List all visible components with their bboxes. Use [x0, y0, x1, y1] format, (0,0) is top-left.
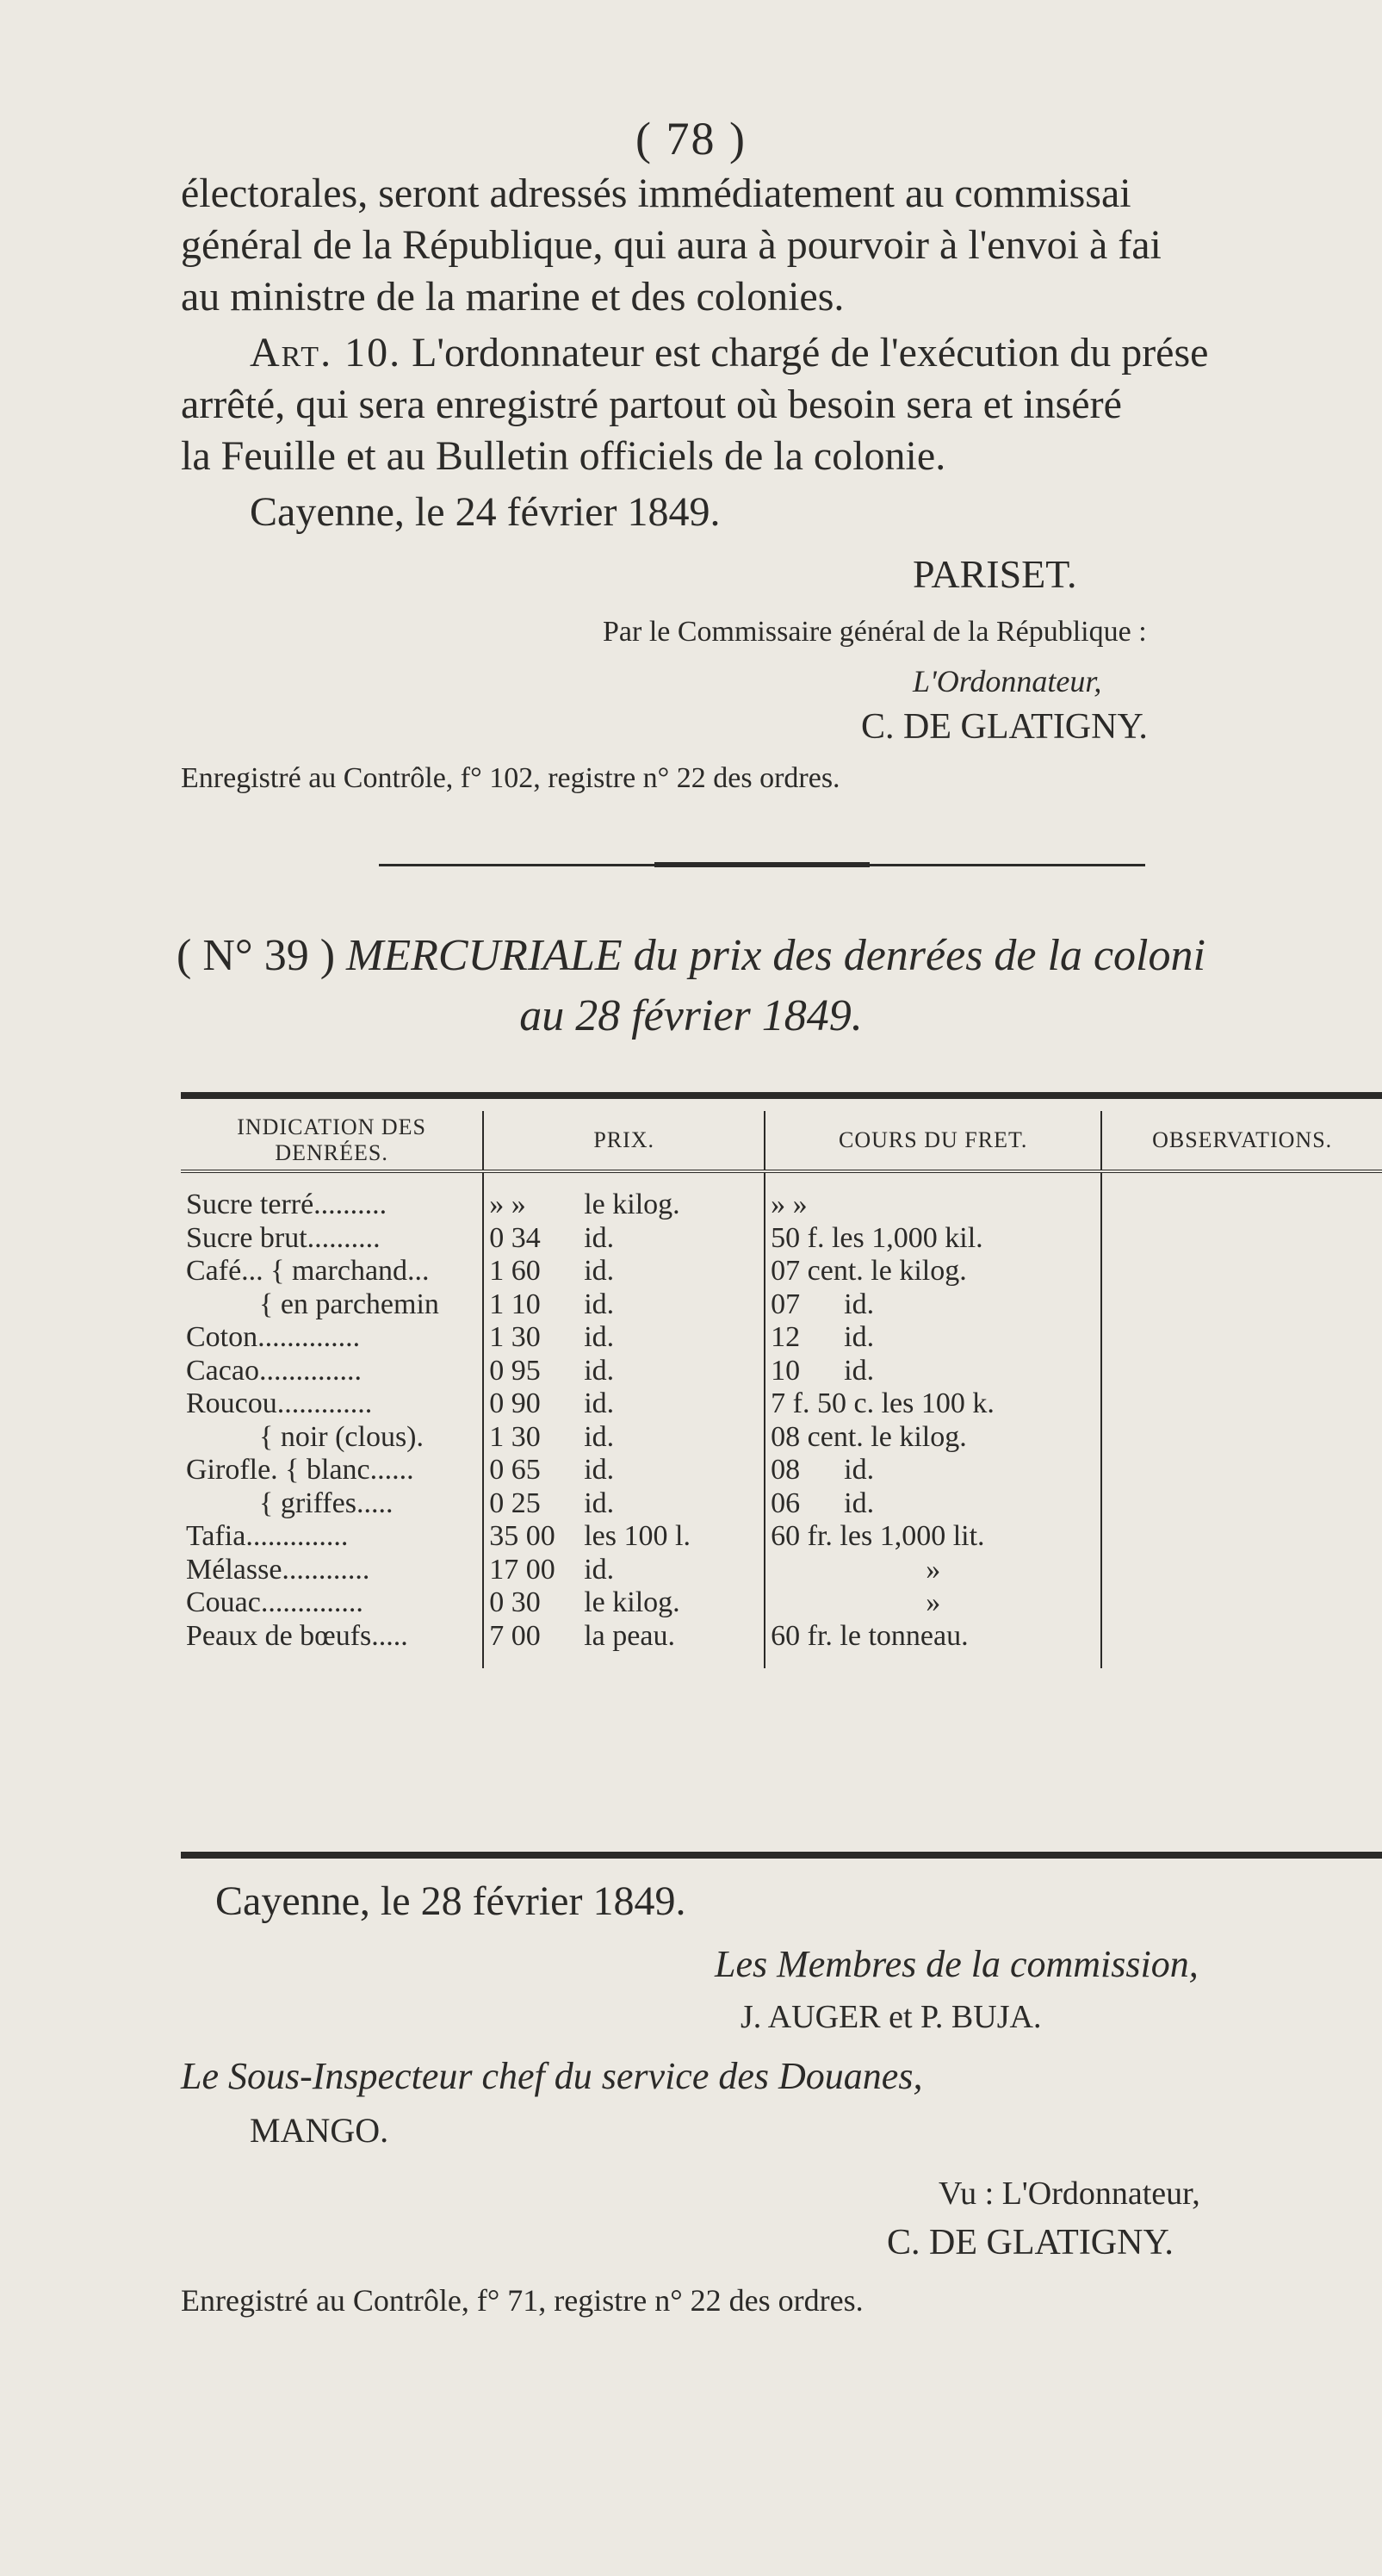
title-line-2: au 28 février 1849. — [519, 991, 863, 1040]
body-line: au ministre de la marine et des colonies. — [181, 274, 845, 320]
table-top-rule — [181, 1092, 1382, 1099]
table-row: Mélasse............ 17 00 id. » — [181, 1554, 1382, 1587]
title-number: ( N° 39 ) — [177, 931, 336, 980]
signature-by-line: Par le Commissaire général de la République : — [603, 616, 1147, 648]
place-date: Cayenne, le 24 février 1849. — [250, 489, 721, 535]
header-prix: PRIX. — [483, 1111, 765, 1171]
inspector-title: Le Sous-Inspecteur chef du service des Douanes, — [181, 2055, 923, 2097]
table-row: { noir (clous). 1 30 id. 08 cent. le kilog. — [181, 1421, 1382, 1455]
page-number: ( 78 ) — [635, 113, 747, 164]
body-line: arrêté, qui sera enregistré partout où besoin sera et inséré — [181, 382, 1122, 427]
table-row: Cacao.............. 0 95 id. 10 id. — [181, 1355, 1382, 1388]
header-fret: COURS DU FRET. — [765, 1111, 1101, 1171]
separator-rule-center — [654, 862, 870, 867]
commission-names: J. AUGER et P. BUJA. — [741, 1999, 1042, 2035]
title-line-1: MERCURIALE du prix des denrées de la coloni — [346, 931, 1205, 980]
place-date-2: Cayenne, le 28 février 1849. — [215, 1878, 686, 1924]
signature-role: L'Ordonnateur, — [913, 664, 1102, 698]
table-row: Café... { marchand... 1 60 id. 07 cent. le kilog. — [181, 1255, 1382, 1288]
vu-name: C. DE GLATIGNY. — [887, 2223, 1174, 2263]
commission-members: Les Membres de la commission, — [715, 1943, 1199, 1985]
table-row: { griffes..... 0 25 id. 06 id. — [181, 1487, 1382, 1521]
body-line: général de la République, qui aura à pourvoir à l'envoi à fai — [181, 222, 1162, 268]
registration-note-2: Enregistré au Contrôle, f° 71, registre n° 22 des ordres. — [181, 2283, 864, 2318]
table-header-row — [181, 1111, 1382, 1171]
header-observations: OBSERVATIONS. — [1101, 1111, 1382, 1171]
table-row: Sucre brut.......... 0 34 id. 50 f. les 1,000 kil. — [181, 1222, 1382, 1256]
mercuriale-subtitle — [0, 990, 1382, 1041]
table-row: Sucre terré.......... » » le kilog. » » — [181, 1171, 1382, 1222]
vu-ordonnateur: Vu : L'Ordonnateur, — [939, 2176, 1200, 2212]
registration-note: Enregistré au Contrôle, f° 102, registre n° 22 des ordres. — [181, 762, 840, 794]
article-10-line — [250, 327, 1382, 379]
article-label: Art. 10. — [250, 330, 402, 376]
signature-name-2: C. DE GLATIGNY. — [861, 707, 1148, 747]
table-row: Peaux de bœufs..... 7 00 la peau. 60 fr. le tonneau. — [181, 1620, 1382, 1669]
table-row: Roucou............. 0 90 id. 7 f. 50 c. les 100 k. — [181, 1387, 1382, 1421]
signature-name: PARISET. — [913, 552, 1077, 596]
mercuriale-table — [181, 1111, 1382, 1668]
table-row: Couac.............. 0 30 le kilog. » — [181, 1586, 1382, 1620]
table-row: Coton.............. 1 30 id. 12 id. — [181, 1321, 1382, 1355]
inspector-name: MANGO. — [250, 2111, 389, 2150]
table-row: Girofle. { blanc...... 0 65 id. 08 id. — [181, 1454, 1382, 1487]
header-denrees: INDICATION DES DENRÉES. — [181, 1111, 483, 1171]
article-text: L'ordonnateur est chargé de l'exécution du prése — [412, 330, 1209, 376]
table-row: { en parchemin 1 10 id. 07 id. — [181, 1288, 1382, 1322]
table-bottom-rule — [181, 1852, 1382, 1859]
table-row: Tafia.............. 35 00 les 100 l. 60 fr. les 1,000 lit. — [181, 1520, 1382, 1554]
mercuriale-title — [0, 930, 1382, 981]
body-line: la Feuille et au Bulletin officiels de la colonie. — [181, 433, 946, 479]
body-line: électorales, seront adressés immédiatement au commissai — [181, 171, 1131, 216]
